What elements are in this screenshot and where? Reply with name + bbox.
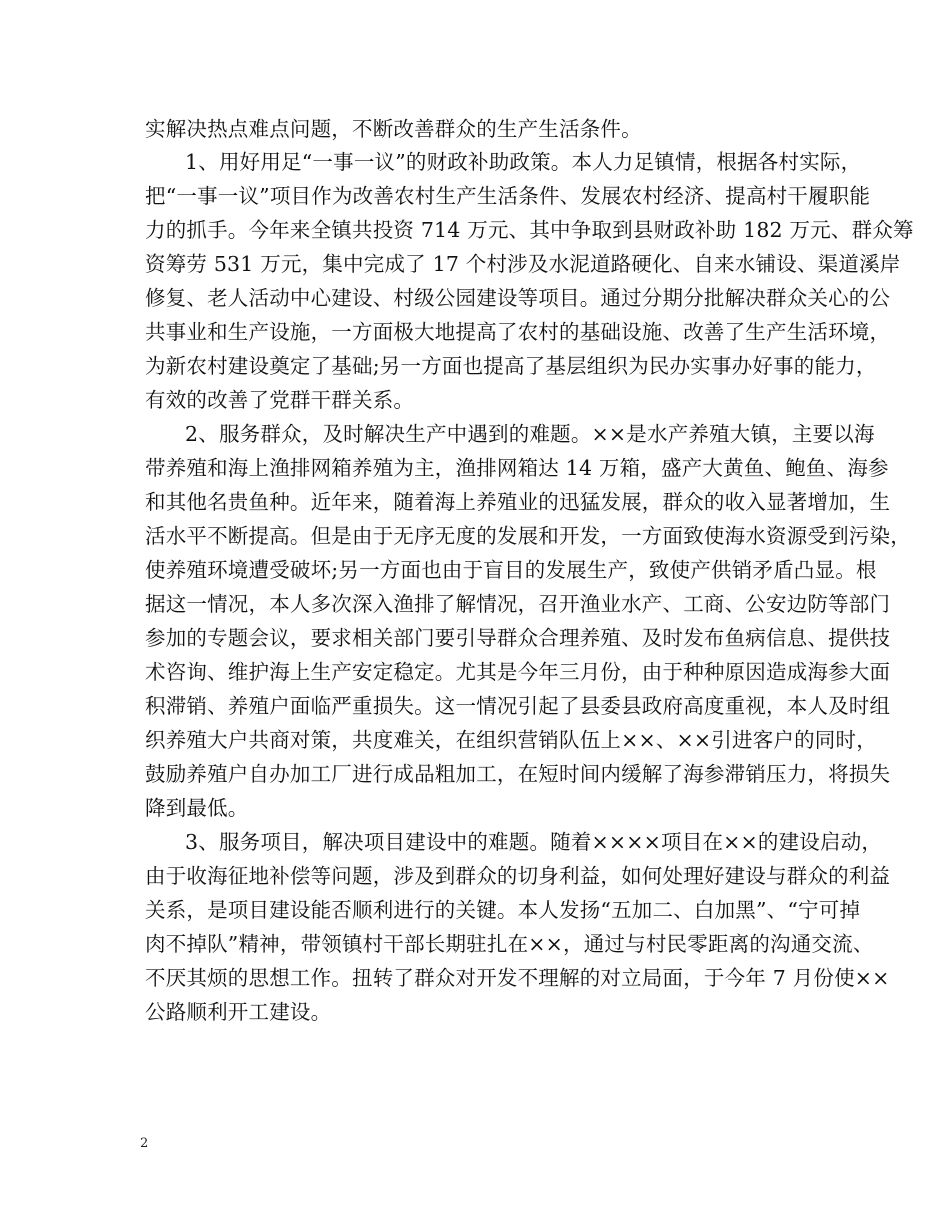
text-line: 关系，是项目建设能否顺利进行的关键。本人发扬“五加二、白加黑”、“宁可掉 <box>145 898 861 922</box>
text-line: 积滞销、养殖户面临严重损失。这一情况引起了县委县政府高度重视，本人及时组 <box>145 694 891 718</box>
paragraph-2-first-line: 2、服务群众，及时解决生产中遇到的难题。××是水产养殖大镇，主要以海 <box>185 422 875 446</box>
text-line: 共事业和生产设施，一方面极大地提高了农村的基础设施、改善了生产生活环境， <box>145 320 891 344</box>
text-line: 力的抓手。今年来全镇共投资 714 万元、其中争取到县财政补助 182 万元、群众筹 <box>145 218 914 242</box>
text-line: 有效的改善了党群干群关系。 <box>145 388 415 412</box>
text-line: 由于收海征地补偿等问题，涉及到群众的切身利益，如何处理好建设与群众的利益 <box>145 864 891 888</box>
text-line: 肉不掉队”精神，带领镇村干部长期驻扎在××，通过与村民零距离的沟通交流、 <box>145 932 874 956</box>
text-line: 不厌其烦的思想工作。扭转了群众对开发不理解的对立局面，于今年 7 月份使×× <box>145 966 890 990</box>
page-number: 2 <box>140 1136 149 1151</box>
text-line: 资筹劳 531 万元，集中完成了 17 个村涉及水泥道路硬化、自来水铺设、渠道溪岸 <box>145 252 901 276</box>
text-line: 术咨询、维护海上生产安定稳定。尤其是今年三月份，由于种种原因造成海参大面 <box>145 660 891 684</box>
text-line: 把“一事一议”项目作为改善农村生产生活条件、发展农村经济、提高村干履职能 <box>145 184 871 208</box>
text-line: 带养殖和海上渔排网箱养殖为主，渔排网箱达 14 万箱，盛产大黄鱼、鲍鱼、海参 <box>145 456 889 480</box>
text-line: 为新农村建设奠定了基础;另一方面也提高了基层组织为民办实事办好事的能力， <box>145 354 877 378</box>
text-line: 据这一情况，本人多次深入渔排了解情况，召开渔业水产、工商、公安边防等部门 <box>145 592 891 616</box>
text-line: 活水平不断提高。但是由于无序无度的发展和开发，一方面致使海水资源受到污染， <box>145 524 911 548</box>
paragraph-1-first-line: 1、用好用足“一事一议”的财政补助政策。本人力足镇情，根据各村实际， <box>185 150 862 174</box>
text-line: 降到最低。 <box>145 796 249 820</box>
text-line: 公路顺利开工建设。 <box>145 1000 332 1024</box>
text-line: 修复、老人活动中心建设、村级公园建设等项目。通过分期分批解决群众关心的公 <box>145 286 891 310</box>
text-line: 和其他名贵鱼种。近年来，随着海上养殖业的迅猛发展，群众的收入显著增加，生 <box>145 490 891 514</box>
text-line: 使养殖环境遭受破坏;另一方面也由于盲目的发展生产，致使产供销矛盾凸显。根 <box>145 558 877 582</box>
text-line: 实解决热点难点问题，不断改善群众的生产生活条件。 <box>145 117 642 141</box>
paragraph-3-first-line: 3、服务项目，解决项目建设中的难题。随着××××项目在××的建设启动， <box>185 830 883 854</box>
text-line: 参加的专题会议，要求相关部门要引导群众合理养殖、及时发布鱼病信息、提供技 <box>145 626 891 650</box>
text-line: 织养殖大户共商对策，共度难关，在组织营销队伍上××、××引进客户的同时， <box>145 728 877 752</box>
text-line: 鼓励养殖户自办加工厂进行成品粗加工，在短时间内缓解了海参滞销压力，将损失 <box>145 762 891 786</box>
